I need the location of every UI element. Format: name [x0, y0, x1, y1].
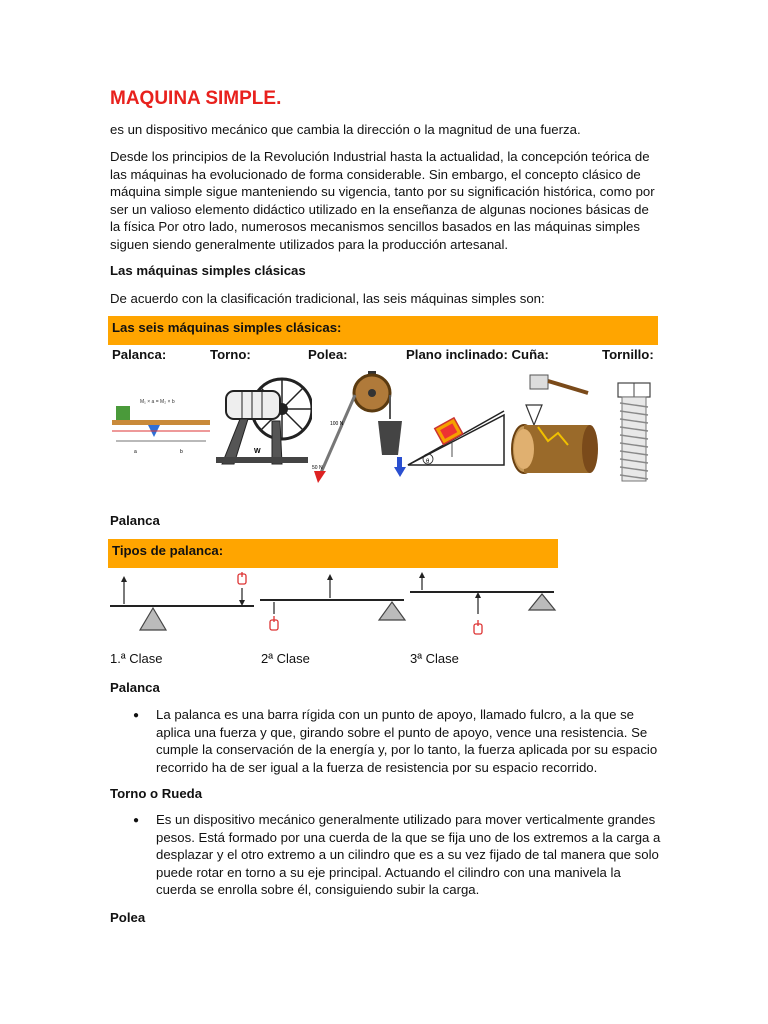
torno-bullet — [133, 811, 663, 899]
torno-description: Es un dispositivo mecánico generalmente utilizado para mover verticalmente grandes pesos. Está formado por una cuerda de la que se fija uno de los extremos a la carga a desplazar y el otro extremo a un cilindro que es a su vez fijado de tal manera que solo puede rotar en torno a su eje principal. Actuando el cilindro con una manivela la cuerda se enrolla sobre él, consiguiendo subir la carga. — [156, 812, 661, 898]
bullet-icon: ● — [133, 710, 140, 721]
hand-icon — [238, 572, 246, 584]
svg-text:θ: θ — [426, 459, 430, 465]
load-weight — [378, 421, 402, 455]
wedge-shape — [526, 405, 542, 425]
inclined-plane-illustration — [406, 391, 506, 471]
svg-text:W: W — [254, 448, 261, 455]
label-plano-cuna: Plano inclinado: Cuña: — [406, 347, 549, 362]
label-polea: Polea: — [308, 347, 348, 362]
classic-machines-bar: Las seis máquinas simples clásicas: — [108, 316, 658, 345]
svg-text:50 N: 50 N — [312, 465, 323, 471]
screw-illustration — [606, 381, 662, 485]
lever-class-2-label: 2ª Clase — [261, 651, 310, 666]
svg-text:a: a — [134, 449, 137, 455]
pulley-illustration — [312, 369, 406, 485]
heading-palanca-2: Palanca — [110, 680, 160, 695]
palanca-description: La palanca es una barra rígida con un punto de apoyo, llamado fulcro, a la que se aplica una fuerza y que, girando sobre el punto de apoyo, vence una resistencia. Se cumple la conservación de la energía y, por lo tanto, la fuerza aplicada por su espacio recorrido ha de ser igual a la fuerza de resistencia por su espacio recorrido. — [156, 707, 658, 775]
svg-text:b: b — [180, 449, 183, 455]
label-palanca: Palanca: — [112, 347, 167, 362]
load-arrow — [419, 572, 425, 578]
lever-class-1 — [110, 572, 254, 630]
hand-icon — [270, 616, 278, 630]
force-arrow — [314, 471, 326, 483]
heading-palanca-1: Palanca — [110, 513, 160, 528]
weight-block-m1 — [116, 406, 130, 420]
pull-rope — [320, 395, 355, 475]
history-paragraph: Desde los principios de la Revolución Industrial hasta la actualidad, la concepción teórica de las máquinas ha evolucionado de forma considerable. Sin embargo, el concepto clásico de máquina simple sigue manteniendo su vigencia, tanto por su significación histórica, como por ser un valioso elemento didáctico utilizado en la enseñanza de algunas nociones básicas de la física Por otro lado, numerosos mecanismos sencillos basados en las máquinas simples siguen siendo generalmente utilizados para la producción artesanal. — [110, 149, 655, 252]
fulcrum-triangle — [140, 608, 166, 630]
lever-illustration — [110, 381, 212, 471]
lever-bar — [112, 420, 210, 425]
label-torno: Torno: — [210, 347, 251, 362]
lever-classes-diagram — [108, 570, 560, 642]
winch-drum — [226, 391, 280, 419]
heading-classic-machines: Las máquinas simples clásicas — [110, 263, 306, 278]
lever-types-bar: Tipos de palanca: — [108, 539, 558, 568]
lever-class-2 — [260, 574, 405, 630]
fulcrum-triangle — [379, 602, 405, 620]
page-title: MAQUINA SIMPLE. — [110, 88, 282, 109]
load-arrow — [327, 574, 333, 580]
svg-text:100 N: 100 N — [330, 421, 344, 427]
heading-polea: Polea — [110, 910, 146, 925]
hand-icon — [474, 620, 482, 634]
bullet-icon: ● — [133, 815, 140, 826]
load-arrow — [121, 576, 127, 582]
palanca-bullet — [133, 706, 663, 776]
intro-paragraph: es un dispositivo mecánico que cambia la dirección o la magnitud de una fuerza. — [110, 122, 581, 137]
lever-class-3-label: 3ª Clase — [410, 651, 459, 666]
lever-class-1-label: 1.ª Clase — [110, 651, 163, 666]
machines-figure-row — [108, 347, 660, 487]
lever-formula: M₁ × a = M₂ × b — [140, 399, 175, 405]
winch-illustration — [212, 369, 312, 471]
fulcrum-triangle — [529, 594, 555, 610]
lever-class-3 — [410, 572, 555, 634]
classification-paragraph: De acuerdo con la clasificación tradicional, las seis máquinas simples son: — [110, 291, 545, 306]
wedge-illustration — [508, 369, 600, 479]
heading-torno: Torno o Rueda — [110, 786, 203, 801]
label-tornillo: Tornillo: — [602, 347, 654, 362]
